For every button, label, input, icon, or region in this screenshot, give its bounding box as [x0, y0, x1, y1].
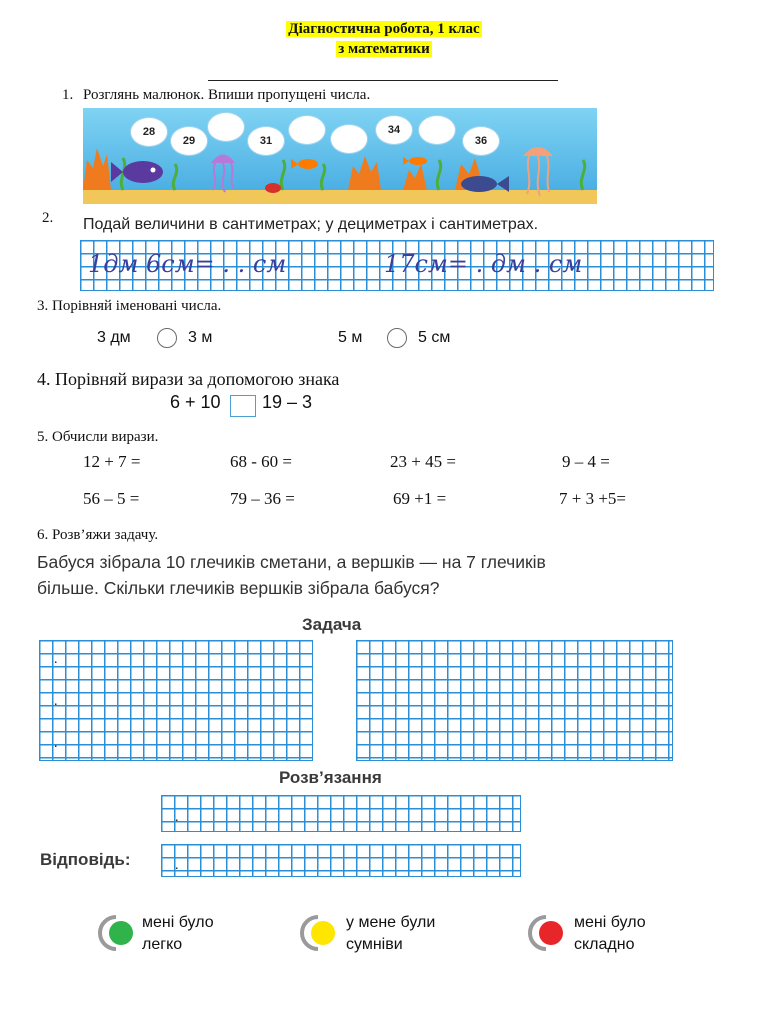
green-label: мені було легко: [142, 914, 214, 953]
grid-dot: .: [54, 736, 58, 751]
expr-r2-c3: 69 +1 =: [393, 489, 447, 508]
task4-right: 19 – 3: [262, 392, 313, 412]
task2-prompt: Подай величини в сантиметрах; у дециметрах і сантиметрах.: [83, 216, 539, 233]
yellow-label: у мене були сумніви: [346, 914, 436, 953]
self-assess-green[interactable]: [98, 913, 138, 958]
task1-number: 1.: [62, 87, 74, 103]
yellow-circle-icon: [300, 913, 340, 953]
zadacha-grid-left[interactable]: [39, 640, 313, 761]
zadacha-label: Задача: [302, 615, 362, 634]
self-assess-red[interactable]: [528, 913, 568, 958]
title-line-2: з математики: [338, 41, 430, 57]
expr-r1-c3: 23 + 45 =: [390, 452, 456, 471]
red-circle-icon: [528, 913, 568, 953]
grid-dot: .: [175, 858, 179, 873]
expr-r2-c2: 79 – 36 =: [230, 489, 295, 508]
bubble-empty-3[interactable]: [330, 124, 368, 154]
task2-expr1: 1дм 6см= . . см: [88, 250, 287, 278]
task6-prompt: 6. Розв’яжи задачу.: [37, 527, 159, 543]
rozv-grid[interactable]: [161, 795, 521, 832]
red-label: мені було складно: [574, 914, 646, 953]
task4-left: 6 + 10: [170, 392, 221, 412]
rozv-label: Розв’язання: [279, 768, 382, 787]
grid-dot: .: [175, 810, 179, 825]
self-assess-yellow[interactable]: [300, 913, 340, 958]
bubble-empty-4[interactable]: [418, 115, 456, 145]
bubble-31: 31: [247, 126, 285, 156]
zadacha-grid-right[interactable]: [356, 640, 673, 761]
bubble-empty-1[interactable]: [207, 112, 245, 142]
task1-prompt: Розглянь малюнок. Впиши пропущені числа.: [83, 87, 371, 103]
bubble-empty-2[interactable]: [288, 115, 326, 145]
expr-r1-c2: 68 - 60 =: [230, 452, 292, 471]
bubble-29: 29: [170, 126, 208, 156]
vidpovid-grid[interactable]: [161, 844, 521, 877]
compare-circle-2[interactable]: [387, 328, 407, 348]
problem-line-2: більше. Скільки глечиків вершків зібрала бабуся?: [37, 578, 440, 598]
expr-r2-c1: 56 – 5 =: [83, 489, 140, 508]
expr-r1-c4: 9 – 4 =: [562, 452, 610, 471]
bubble-34: 34: [375, 115, 413, 145]
problem-line-1: Бабуся зібрала 10 глечиків сметани, а вершків — на 7 глечиків: [37, 552, 546, 572]
title-line-1: Діагностична робота, 1 клас: [288, 21, 480, 37]
task3-left-a: 3 дм: [97, 329, 131, 346]
task3-prompt: 3. Порівняй іменовані числа.: [37, 298, 222, 314]
vidpovid-label: Відповідь:: [40, 850, 131, 869]
task2-number: 2.: [42, 210, 54, 226]
task3-left-b: 5 м: [338, 329, 363, 346]
bubble-36: 36: [462, 126, 500, 156]
task2-expr2: 17см= . дм . см: [384, 250, 583, 278]
grid-dot: .: [54, 694, 58, 709]
name-line: [208, 80, 558, 81]
task3-right-b: 5 см: [418, 329, 451, 346]
green-circle-icon: [98, 913, 138, 953]
grid-dot: .: [54, 652, 58, 667]
compare-circle-1[interactable]: [157, 328, 177, 348]
task4-sign-box[interactable]: [230, 395, 256, 417]
expr-r1-c1: 12 + 7 =: [83, 452, 141, 471]
bubble-28: 28: [130, 117, 168, 147]
task3-right-a: 3 м: [188, 329, 213, 346]
task5-prompt: 5. Обчисли вирази.: [37, 429, 159, 445]
task4-prompt: 4. Порівняй вирази за допомогою знака: [37, 369, 340, 389]
expr-r2-c4: 7 + 3 +5=: [559, 489, 627, 508]
